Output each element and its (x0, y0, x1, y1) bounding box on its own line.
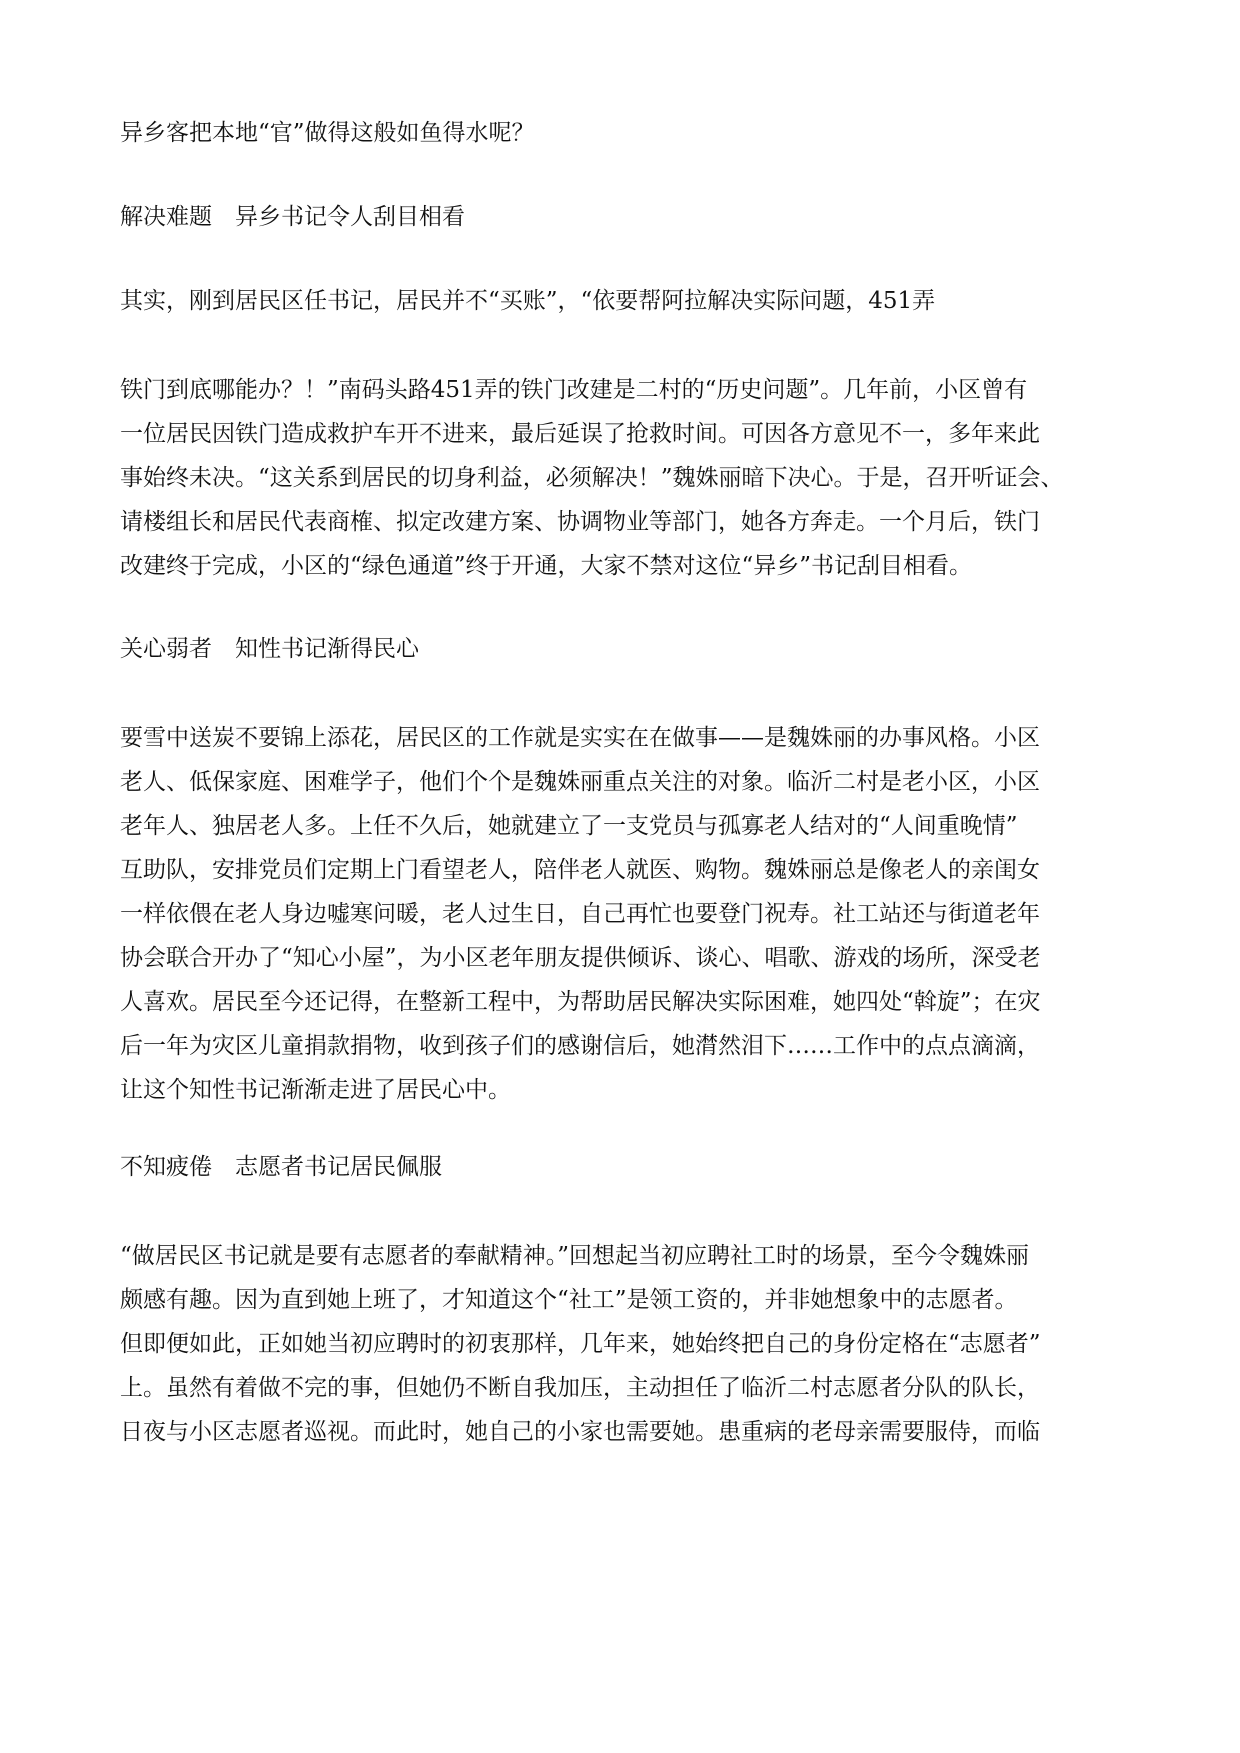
text-line: 其实，刚到居民区任书记，居民并不“买账”，“依要帮阿拉解决实际问题，451弄 (120, 288, 936, 314)
paragraph-line: 日夜与小区志愿者巡视。而此时，她自己的小家也需要她。患重病的老母亲需要服侍，而临 (120, 1419, 1040, 1445)
paragraph-line: 上。虽然有着做不完的事，但她仍不断自我加压，主动担任了临沂二村志愿者分队的队长， (120, 1375, 1040, 1401)
paragraph-line: 后一年为灾区儿童捐款捐物，收到孩子们的感谢信后，她潸然泪下……工作中的点点滴滴， (120, 1033, 1040, 1059)
paragraph (120, 368, 1130, 588)
paragraph-line: 老年人、独居老人多。上任不久后，她就建立了一支党员与孤寡老人结对的“人间重晚情” (120, 813, 1018, 839)
paragraph (120, 716, 1130, 1112)
paragraph-line: 一位居民因铁门造成救护车开不进来，最后延误了抢救时间。可因各方意见不一，多年来此 (120, 421, 1040, 447)
paragraph-line: 事始终未决。“这关系到居民的切身利益，必须解决！”魏姝丽暗下决心。于是，召开听证会、 (120, 465, 1064, 491)
text-line: 异乡客把本地“官”做得这般如鱼得水呢？ (120, 120, 535, 146)
paragraph-line: 人喜欢。居民至今还记得，在整新工程中，为帮助居民解决实际困难，她四处“斡旋”；在灾 (120, 989, 1041, 1015)
paragraph-line: 要雪中送炭不要锦上添花，居民区的工作就是实实在在做事——是魏姝丽的办事风格。小区 (120, 725, 1040, 751)
section-heading: 关心弱者 知性书记渐得民心 (120, 636, 419, 662)
paragraph-line: 请楼组长和居民代表商榷、拟定改建方案、协调物业等部门，她各方奔走。一个月后，铁门 (120, 509, 1040, 535)
paragraph-line: 让这个知性书记渐渐走进了居民心中。 (120, 1077, 511, 1103)
section-heading: 解决难题 异乡书记令人刮目相看 (120, 204, 465, 230)
paragraph-line: 一样依偎在老人身边嘘寒问暖，老人过生日，自己再忙也要登门祝寿。社工站还与街道老年 (120, 901, 1040, 927)
paragraph-line: “做居民区书记就是要有志愿者的奉献精神。”回想起当初应聘社工时的场景，至今令魏姝丽 (120, 1243, 1030, 1269)
section-heading: 不知疲倦 志愿者书记居民佩服 (120, 1154, 442, 1180)
paragraph-line: 但即便如此，正如她当初应聘时的初衷那样，几年来，她始终把自己的身份定格在“志愿者” (120, 1331, 1041, 1357)
paragraph-line: 老人、低保家庭、困难学子，他们个个是魏姝丽重点关注的对象。临沂二村是老小区，小区 (120, 769, 1040, 795)
paragraph-line: 协会联合开办了“知心小屋”，为小区老年朋友提供倾诉、谈心、唱歌、游戏的场所，深受老 (120, 945, 1041, 971)
paragraph-line: 互助队，安排党员们定期上门看望老人，陪伴老人就医、购物。魏姝丽总是像老人的亲闺女 (120, 857, 1040, 883)
paragraph (120, 1234, 1130, 1454)
paragraph-line: 颇感有趣。因为直到她上班了，才知道这个“社工”是领工资的，并非她想象中的志愿者。 (120, 1287, 1018, 1313)
paragraph-line: 改建终于完成，小区的“绿色通道”终于开通，大家不禁对这位“异乡”书记刮目相看。 (120, 553, 973, 579)
paragraph-line: 铁门到底哪能办？！”南码头路451弄的铁门改建是二村的“历史问题”。几年前，小区曾有 (120, 377, 1028, 403)
